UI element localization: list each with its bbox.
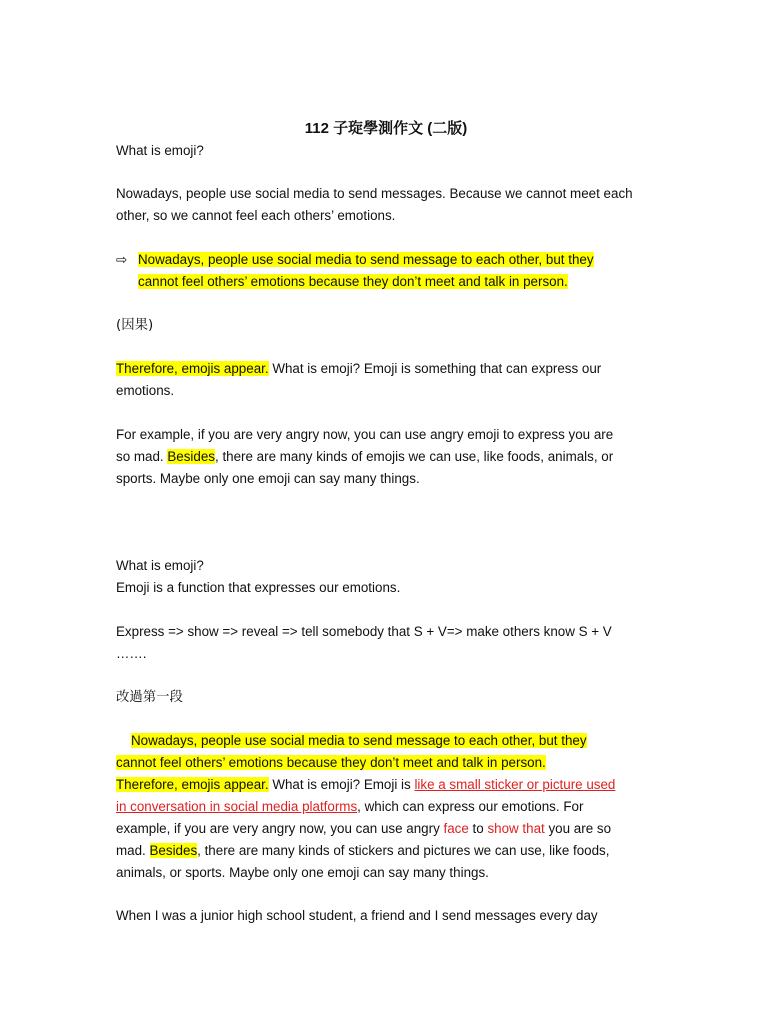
final-text-3a: What is emoji? Emoji is [268, 777, 415, 792]
document-title: 112 子琁學測作文 (二版) [304, 120, 468, 137]
paragraph-3-text-a: so mad. [116, 449, 168, 464]
paragraph-1-line-1: Nowadays, people use social media to send messages. Because we cannot meet each [116, 186, 633, 201]
final-line-7: animals, or sports. Maybe only one emoji can say many things. [116, 865, 489, 880]
final-red-definition-1: like a small sticker or picture used [414, 777, 616, 792]
paragraph-3-line-2 [116, 447, 613, 467]
final-highlight-therefore: Therefore, emojis appear. [116, 777, 269, 792]
revision-text-2: cannot feel others’ emotions because they don’t meet and talk in person. [138, 274, 568, 289]
highlight-therefore: Therefore, emojis appear. [116, 361, 269, 376]
final-line-5 [116, 819, 611, 839]
final-text-6b: , there are many kinds of stickers and pictures we can use, like foods, [197, 843, 610, 858]
final-line-6 [116, 841, 609, 861]
paragraph-2-line-2: emotions. [116, 383, 175, 398]
highlight-besides: Besides [167, 449, 215, 464]
final-line-4 [116, 797, 583, 817]
paragraph-4-line-1: What is emoji? [116, 558, 204, 573]
final-line-2 [116, 753, 546, 773]
paragraph-2-text: What is emoji? Emoji is something that can express our [268, 361, 602, 376]
last-paragraph-line-1: When I was a junior high school student, a friend and I send messages every day [116, 908, 598, 923]
paragraph-3-line-1: For example, if you are very angry now, you can use angry emoji to express you are [116, 427, 614, 442]
final-red-face: face [443, 821, 469, 836]
heading-what-is-emoji: What is emoji? [116, 143, 204, 158]
paragraph-2-line-1 [116, 359, 601, 379]
paragraph-1-line-2: other, so we cannot feel each others’ emotions. [116, 208, 396, 223]
final-text-4b: , which can express our emotions. For [357, 799, 584, 814]
paragraph-5-line-2: ……. [116, 646, 147, 661]
final-text-5a: example, if you are very angry now, you can use angry [116, 821, 444, 836]
revision-line-1 [116, 250, 594, 270]
final-line-1 [131, 731, 587, 751]
note-cause-effect: (因果) [116, 318, 154, 333]
paragraph-4-line-2: Emoji is a function that expresses our emotions. [116, 580, 401, 595]
final-text-5b: to [468, 821, 488, 836]
final-line-3 [116, 775, 615, 795]
arrow-icon: ⇨ [116, 252, 128, 267]
final-red-show-that: show that [487, 821, 545, 836]
paragraph-3-text-b: , there are many kinds of emojis we can use, like foods, animals, or [215, 449, 614, 464]
final-highlight-besides: Besides [149, 843, 198, 858]
revision-line-2 [116, 272, 568, 292]
final-text-6a: mad. [116, 843, 150, 858]
final-red-definition-2: in conversation in social media platforms [116, 799, 358, 814]
paragraph-5-line-1: Express => show => reveal => tell somebody that S + V=> make others know S + V [116, 624, 612, 639]
final-text-2: cannot feel others’ emotions because they don’t meet and talk in person. [116, 755, 546, 770]
note-revised-first-paragraph: 改過第一段 [116, 690, 183, 705]
final-text-5c: you are so [544, 821, 612, 836]
paragraph-3-line-3: sports. Maybe only one emoji can say many things. [116, 471, 420, 486]
final-text-1: Nowadays, people use social media to send message to each other, but they [131, 733, 587, 748]
revision-text-1: Nowadays, people use social media to send message to each other, but they [138, 252, 594, 267]
